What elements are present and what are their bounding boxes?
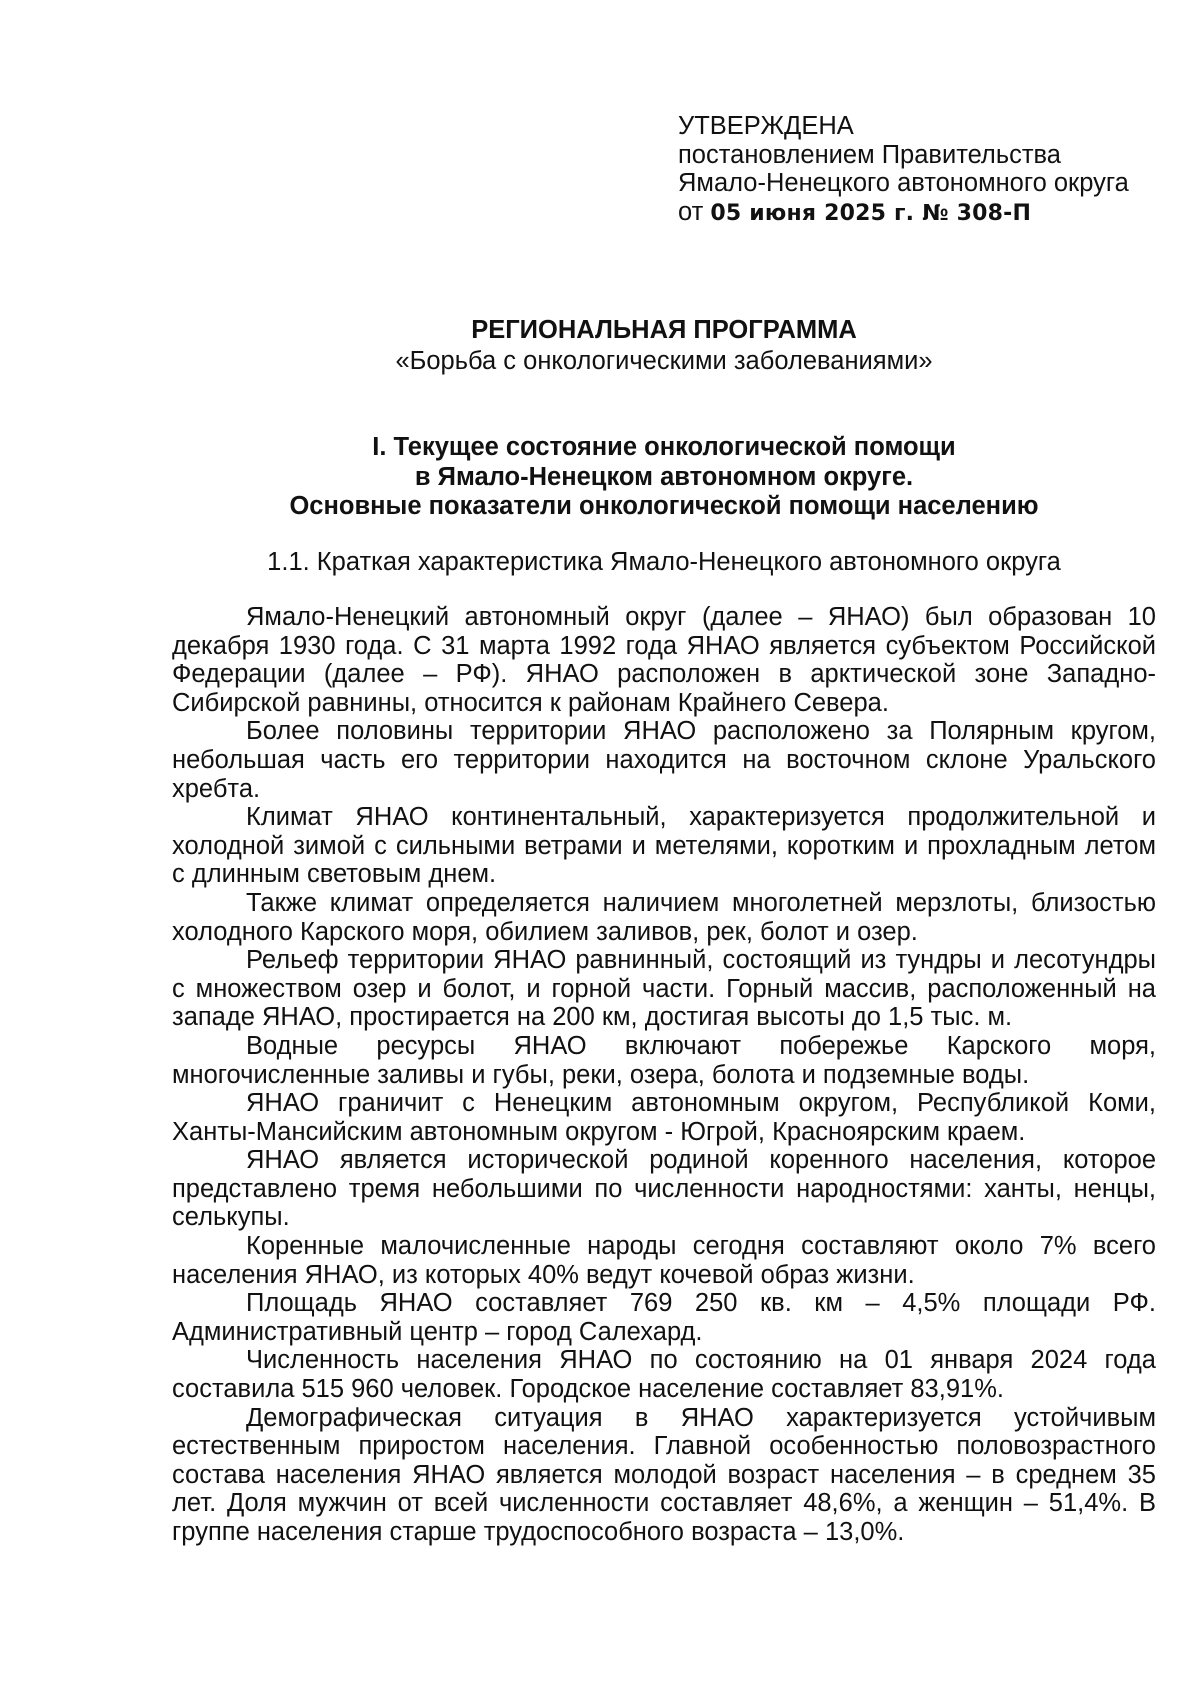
program-header [172, 315, 1156, 377]
approval-date-line [678, 198, 1158, 229]
paragraph: Численность населения ЯНАО по состоянию на 01 января 2024 года составила 515 960 человек. Городское население составляет 83,91%. [172, 1346, 1156, 1404]
approval-date-prefix: от [678, 197, 704, 226]
section-title-line-2: в Ямало-Ненецком автономном округе. [414, 462, 914, 491]
subsection-title: 1.1. Краткая характеристика Ямало-Ненецкого автономного округа [267, 548, 1061, 576]
paragraph: ЯНАО является исторической родиной коренного населения, которое представлено тремя небольшими по численности народностями: ханты, ненцы, селькупы. [172, 1146, 1156, 1232]
paragraph: Демографическая ситуация в ЯНАО характеризуется устойчивым естественным приростом населения. Главной особенностью половозрастного состава населения ЯНАО является молодой возраст населения – в среднем 35 лет. Доля мужчин от всей численности составляет 48,6%, а женщин – 51,4%. В группе населения старше трудоспособного возраста – 13,0%. [172, 1403, 1156, 1546]
section-title [172, 433, 1156, 522]
paragraph: Ямало-Ненецкий автономный округ (далее – ЯНАО) был образован 10 декабря 1930 года. С 31 марта 1992 года ЯНАО является субъектом Российской Федерации (далее – РФ). ЯНАО расположен в арктической зоне Западно-Сибирской равнины, относится к районам Крайнего Севера. [172, 603, 1156, 717]
approval-block [678, 112, 1158, 228]
paragraph: Коренные малочисленные народы сегодня составляют около 7% всего населения ЯНАО, из которых 40% ведут кочевой образ жизни. [172, 1232, 1156, 1289]
section-title-line-3: Основные показатели онкологической помощи населению [289, 492, 1039, 520]
approval-date-value: 05 июня 2025 г. № 308-П [710, 200, 1032, 226]
paragraph: Также климат определяется наличием многолетней мерзлоты, близостью холодного Карского моря, обилием заливов, рек, болот и озер. [172, 888, 1156, 946]
section-title-line-1: I. Текущее состояние онкологической помощи [372, 433, 956, 461]
paragraph: Водные ресурсы ЯНАО включают побережье Карского моря, многочисленные заливы и губы, реки, озера, болота и подземные воды. [172, 1031, 1156, 1089]
paragraph: Рельеф территории ЯНАО равнинный, состоящий из тундры и лесотундры с множеством озер и болот, и горной части. Горный массив, расположенный на западе ЯНАО, простирается на 200 км, достигая высоты до 1,5 тыс. м. [172, 946, 1156, 1032]
approval-heading: УТВЕРЖДЕНА [678, 112, 854, 140]
approval-line-2: Ямало-Ненецкого автономного округа [678, 169, 1129, 197]
paragraph: Площадь ЯНАО составляет 769 250 кв. км – 4,5% площади РФ. Административный центр – город Салехард. [172, 1289, 1156, 1346]
program-title: РЕГИОНАЛЬНАЯ ПРОГРАММА [471, 316, 857, 344]
body-text [172, 603, 1156, 1547]
approval-line-1: постановлением Правительства [678, 140, 1061, 169]
paragraph: ЯНАО граничит с Ненецким автономным округом, Республикой Коми, Ханты-Мансийским автономным округом - Югрой, Красноярским краем. [172, 1089, 1156, 1146]
program-subtitle: «Борьба с онкологическими заболеваниями» [395, 347, 933, 375]
paragraph: Климат ЯНАО континентальный, характеризуется продолжительной и холодной зимой с сильными ветрами и метелями, коротким и прохладным летом с длинным световым днем. [172, 803, 1156, 889]
paragraph: Более половины территории ЯНАО расположено за Полярным кругом, небольшая часть его территории находится на восточном склоне Уральского хребта. [172, 717, 1156, 803]
